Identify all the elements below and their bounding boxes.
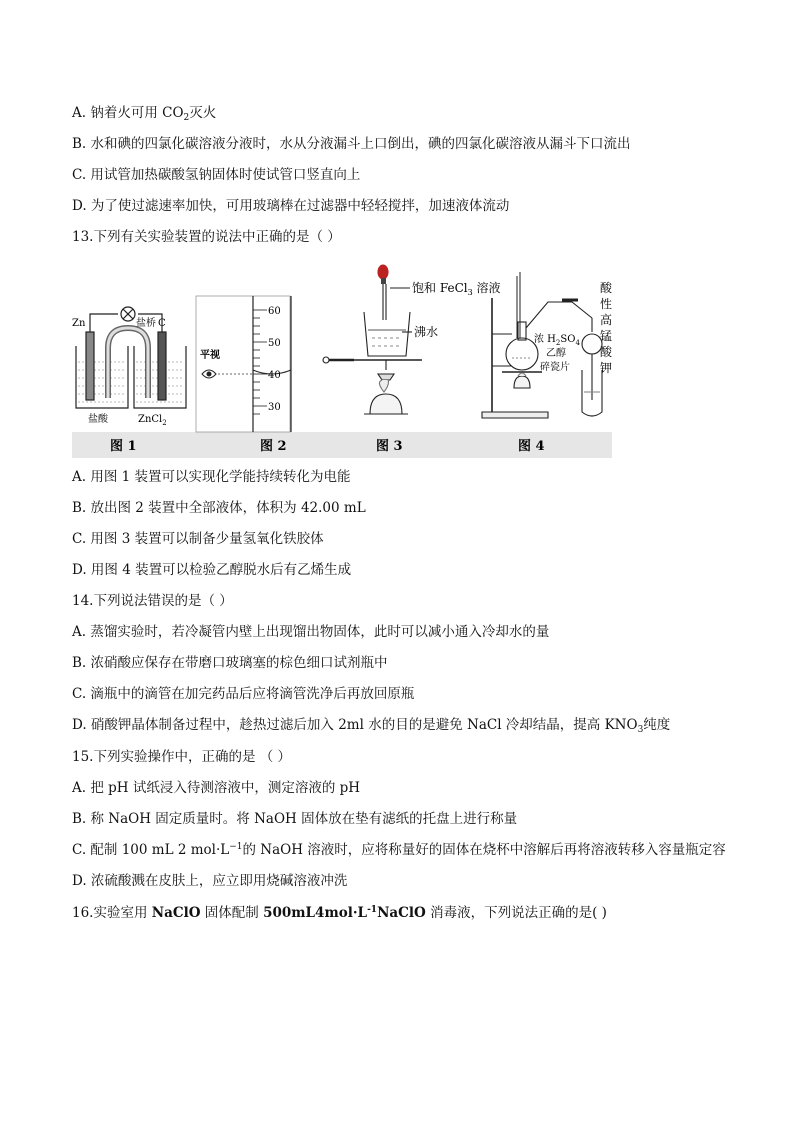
fig4-ethanol-label: 乙醇 — [546, 348, 566, 359]
q16-stem-solute-2: NaClO — [377, 905, 426, 921]
caption-fig4: 图 4 — [518, 439, 545, 454]
fig3-water-label: 沸水 — [414, 325, 439, 339]
q13-option-d: D. 用图 4 装置可以检验乙醇脱水后有乙烯生成 — [72, 562, 352, 578]
fig1-bridge-label: 盐桥 — [136, 318, 156, 329]
fig1-galvanic-cell — [76, 307, 186, 408]
svg-text:钾: 钾 — [599, 361, 612, 375]
q14-option-d-sub: 3 — [637, 725, 644, 735]
q13-option-b: B. 放出图 2 装置中全部液体，体积为 42.00 mL — [72, 500, 366, 516]
q14-option-c: C. 滴瓶中的滴管在加完药品后应将滴管洗净后再放回原瓶 — [72, 686, 415, 702]
q15-option-c — [72, 841, 726, 859]
q16-stem-sup: -1 — [367, 905, 378, 915]
q15-option-a: A. 把 pH 试纸浸入待测溶液中，测定溶液的 pH — [72, 780, 361, 796]
fig2-tick-30: 30 — [268, 402, 281, 413]
fig1-zn-label: Zn — [72, 318, 86, 329]
q12-option-a — [72, 104, 216, 122]
q14-option-d-text: D. 硝酸钾晶体制备过程中，趁热过滤后加入 2ml 水的目的是避免 NaCl 冷却结晶，提高 KNO — [72, 717, 638, 733]
q16-stem — [72, 904, 607, 922]
svg-text:酸: 酸 — [599, 281, 612, 295]
q13-option-a: A. 用图 1 装置可以实现化学能持续转化为电能 — [72, 469, 351, 485]
q13-figure-svg — [72, 262, 612, 458]
svg-text:性: 性 — [599, 297, 612, 311]
q15-stem: 15.下列实验操作中，正确的是 （ ） — [72, 749, 292, 765]
fig1-zncl2-label: ZnCl$_2$ — [138, 414, 167, 427]
fig4-kmno4-label — [600, 281, 612, 375]
q15-option-c-text: C. 配制 100 mL 2 mol·L — [72, 842, 230, 858]
fig3-fecl3-label: 饱和 FeCl$_3$ 溶液 — [412, 281, 501, 297]
fig1-hcl-label: 盐酸 — [88, 414, 108, 425]
svg-text:锰: 锰 — [599, 329, 612, 343]
q16-stem-mid: 固体配制 — [200, 905, 264, 921]
fig2-tick-40: 40 — [268, 370, 281, 381]
caption-fig3: 图 3 — [376, 439, 403, 454]
q14-option-d-tail: 纯度 — [643, 717, 671, 733]
svg-text:高: 高 — [599, 313, 612, 327]
caption-fig2: 图 2 — [260, 439, 287, 454]
fig4-acid-label: 浓 $H_2SO_4$ — [534, 334, 580, 347]
fig1-c-label: C — [158, 318, 166, 329]
fig2-tick-60: 60 — [268, 306, 281, 317]
q16-stem-concentration: 500mL4mol·L — [263, 905, 368, 921]
q16-stem-pre: 16.实验室用 — [72, 905, 152, 921]
q16-stem-solute: NaClO — [151, 905, 201, 921]
svg-text:酸: 酸 — [599, 345, 612, 359]
q12-option-a-tail: 灭火 — [189, 105, 217, 121]
q14-option-d — [72, 716, 670, 734]
q14-option-b: B. 浓硝酸应保存在带磨口玻璃塞的棕色细口试剂瓶中 — [72, 655, 388, 671]
q13-stem: 13.下列有关实验装置的说法中正确的是（ ） — [72, 229, 341, 245]
q14-option-a: A. 蒸馏实验时，若冷凝管内壁上出现馏出物固体，此时可以减小通入冷却水的量 — [72, 624, 550, 640]
q15-option-d: D. 浓硫酸溅在皮肤上，应立即用烧碱溶液冲洗 — [72, 873, 348, 889]
caption-fig1: 图 1 — [110, 439, 137, 454]
fig4-chips-label: 碎瓷片 — [540, 362, 570, 373]
q16-stem-tail: 消毒液，下列说法正确的是( ) — [425, 905, 607, 921]
q12-option-b: B. 水和碘的四氯化碳溶液分液时，水从分液漏斗上口倒出，碘的四氯化碳溶液从漏斗下口流出 — [72, 136, 631, 152]
q15-option-b: B. 称 NaOH 固定质量时。将 NaOH 固体放在垫有滤纸的托盘上进行称量 — [72, 811, 518, 827]
fig3-colloid-setup — [323, 265, 422, 414]
q12-option-a-sub: 2 — [183, 113, 190, 123]
q12-option-d: D. 为了使过滤速率加快，可用玻璃棒在过滤器中轻轻搅拌，加速液体流动 — [72, 198, 510, 214]
q13-option-c: C. 用图 3 装置可以制备少量氢氧化铁胶体 — [72, 531, 324, 547]
q15-option-c-sup: −1 — [229, 842, 243, 852]
fig2-tick-50: 50 — [268, 338, 281, 349]
fig2-view-label: 平视 — [200, 350, 220, 361]
q13-figure — [72, 262, 612, 458]
q15-option-c-tail: 的 NaOH 溶液时，应将称量好的固体在烧杯中溶解后再将溶液转移入容量瓶定容 — [242, 842, 726, 858]
q14-stem: 14.下列说法错误的是（ ） — [72, 593, 233, 609]
q12-option-a-text: A. 钠着火可用 CO — [72, 105, 184, 121]
q12-option-c: C. 用试管加热碳酸氢钠固体时使试管口竖直向上 — [72, 167, 361, 183]
